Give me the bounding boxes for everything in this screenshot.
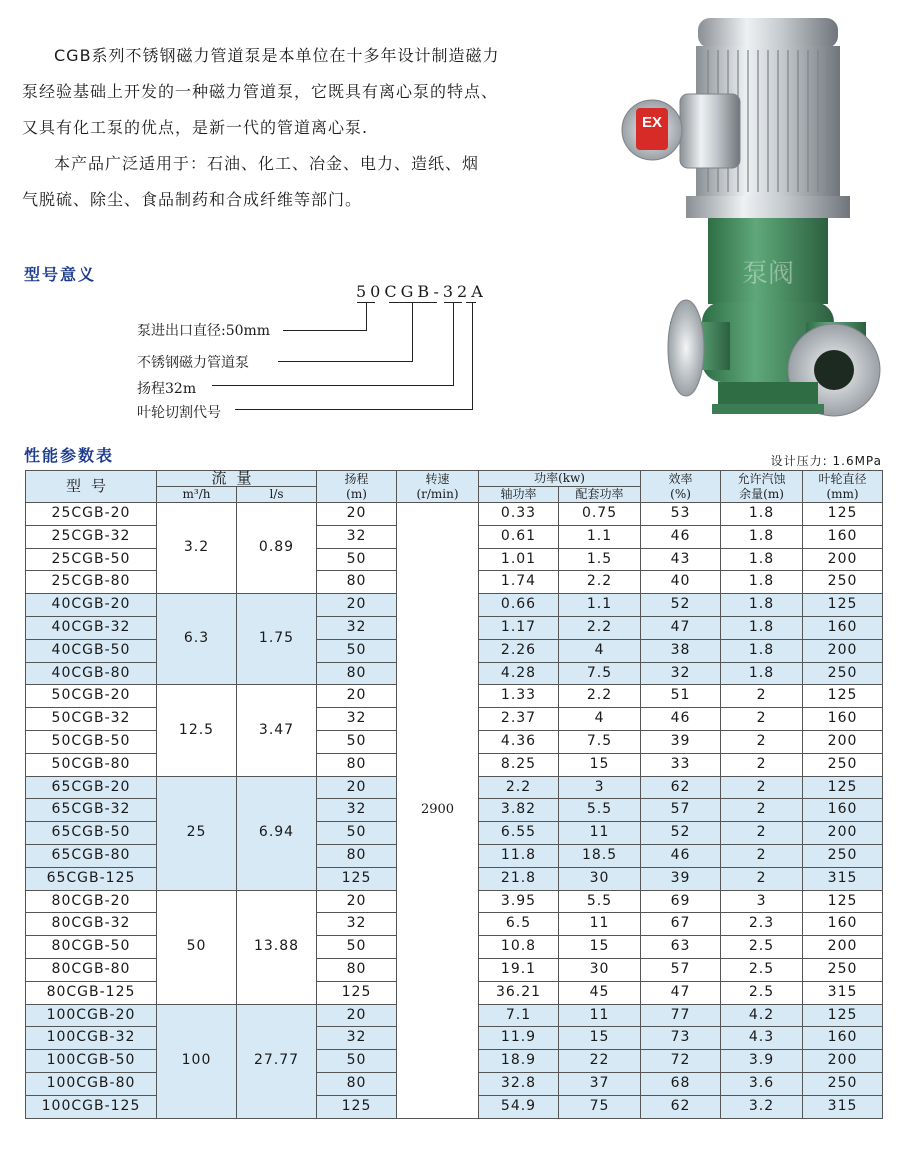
label-impeller-code: 叶轮切割代号 xyxy=(137,405,221,421)
cell-shaft-power: 7.1 xyxy=(479,1004,559,1027)
cell-model: 50CGB-32 xyxy=(26,708,157,731)
cell-efficiency: 46 xyxy=(641,844,721,867)
cell-npsh: 1.8 xyxy=(721,571,803,594)
intro-line: 本产品广泛适用于：石油、化工、冶金、电力、造纸、烟 xyxy=(54,154,480,173)
intro-text xyxy=(22,38,582,218)
model-meaning-title: 型号意义 xyxy=(24,265,97,284)
cell-motor-power: 5.5 xyxy=(559,890,641,913)
header-shaft-power: 轴功率 xyxy=(479,487,559,503)
cell-efficiency: 69 xyxy=(641,890,721,913)
cell-efficiency: 73 xyxy=(641,1027,721,1050)
cell-model: 40CGB-80 xyxy=(26,662,157,685)
cell-npsh: 2 xyxy=(721,753,803,776)
cell-npsh: 2.5 xyxy=(721,936,803,959)
cell-flow-m3h: 6.3 xyxy=(157,594,237,685)
header-speed: 转速 (r/min) xyxy=(397,471,479,503)
cell-head: 50 xyxy=(317,730,397,753)
cell-npsh: 2 xyxy=(721,708,803,731)
cell-motor-power: 7.5 xyxy=(559,662,641,685)
cell-flow-ls: 1.75 xyxy=(237,594,317,685)
intro-line: 又具有化工泵的优点，是新一代的管道离心泵. xyxy=(22,118,369,137)
cell-efficiency: 52 xyxy=(641,594,721,617)
cell-head: 20 xyxy=(317,1004,397,1027)
cell-model: 25CGB-32 xyxy=(26,525,157,548)
cell-npsh: 2 xyxy=(721,844,803,867)
cell-shaft-power: 0.61 xyxy=(479,525,559,548)
cell-head: 20 xyxy=(317,503,397,526)
cell-shaft-power: 11.8 xyxy=(479,844,559,867)
cell-efficiency: 51 xyxy=(641,685,721,708)
cell-head: 80 xyxy=(317,1072,397,1095)
cell-motor-power: 1.5 xyxy=(559,548,641,571)
cell-npsh: 2.5 xyxy=(721,981,803,1004)
cell-head: 50 xyxy=(317,639,397,662)
cell-head: 20 xyxy=(317,685,397,708)
cell-flow-m3h: 3.2 xyxy=(157,503,237,594)
cell-motor-power: 0.75 xyxy=(559,503,641,526)
cell-efficiency: 57 xyxy=(641,958,721,981)
header-impeller: 叶轮直径 (mm) xyxy=(803,471,883,503)
header-efficiency: 效率 (%) xyxy=(641,471,721,503)
header-motor-power: 配套功率 xyxy=(559,487,641,503)
label-pump-type: 不锈钢磁力管道泵 xyxy=(137,355,249,371)
cell-motor-power: 30 xyxy=(559,958,641,981)
cell-head: 80 xyxy=(317,571,397,594)
cell-head: 80 xyxy=(317,844,397,867)
cell-head: 20 xyxy=(317,776,397,799)
cell-npsh: 1.8 xyxy=(721,525,803,548)
cell-head: 32 xyxy=(317,525,397,548)
cell-flow-ls: 3.47 xyxy=(237,685,317,776)
cell-motor-power: 45 xyxy=(559,981,641,1004)
cell-impeller-dia: 200 xyxy=(803,936,883,959)
cell-shaft-power: 2.37 xyxy=(479,708,559,731)
cell-model: 65CGB-125 xyxy=(26,867,157,890)
cell-model: 65CGB-80 xyxy=(26,844,157,867)
cell-motor-power: 18.5 xyxy=(559,844,641,867)
perf-table-title: 性能参数表 xyxy=(24,446,115,465)
cell-head: 20 xyxy=(317,594,397,617)
cell-npsh: 1.8 xyxy=(721,639,803,662)
cell-impeller-dia: 315 xyxy=(803,867,883,890)
cell-head: 125 xyxy=(317,1095,397,1118)
cell-shaft-power: 21.8 xyxy=(479,867,559,890)
cell-model: 80CGB-50 xyxy=(26,936,157,959)
cell-shaft-power: 8.25 xyxy=(479,753,559,776)
cell-shaft-power: 36.21 xyxy=(479,981,559,1004)
cell-impeller-dia: 250 xyxy=(803,662,883,685)
cell-head: 125 xyxy=(317,981,397,1004)
cell-head: 80 xyxy=(317,662,397,685)
cell-shaft-power: 3.95 xyxy=(479,890,559,913)
intro-line: CGB系列不锈钢磁力管道泵是本单位在十多年设计制造磁力 xyxy=(54,46,500,65)
performance-table xyxy=(25,470,883,1119)
cell-head: 32 xyxy=(317,799,397,822)
cell-shaft-power: 4.36 xyxy=(479,730,559,753)
cell-shaft-power: 3.82 xyxy=(479,799,559,822)
cell-npsh: 1.8 xyxy=(721,503,803,526)
cell-npsh: 4.3 xyxy=(721,1027,803,1050)
cell-impeller-dia: 125 xyxy=(803,685,883,708)
cell-impeller-dia: 250 xyxy=(803,958,883,981)
cell-head: 50 xyxy=(317,822,397,845)
header-model: 型号 xyxy=(26,471,157,503)
cell-motor-power: 75 xyxy=(559,1095,641,1118)
cell-impeller-dia: 125 xyxy=(803,776,883,799)
cell-efficiency: 33 xyxy=(641,753,721,776)
cell-motor-power: 15 xyxy=(559,753,641,776)
cell-model: 80CGB-32 xyxy=(26,913,157,936)
cell-motor-power: 15 xyxy=(559,936,641,959)
cell-impeller-dia: 315 xyxy=(803,1095,883,1118)
cell-impeller-dia: 160 xyxy=(803,708,883,731)
cell-shaft-power: 0.33 xyxy=(479,503,559,526)
cell-head: 32 xyxy=(317,913,397,936)
cell-npsh: 1.8 xyxy=(721,616,803,639)
header-flow-ls: l/s xyxy=(237,487,317,503)
cell-head: 50 xyxy=(317,548,397,571)
label-head: 扬程32m xyxy=(137,381,197,397)
cell-shaft-power: 0.66 xyxy=(479,594,559,617)
cell-model: 50CGB-50 xyxy=(26,730,157,753)
cell-npsh: 2 xyxy=(721,867,803,890)
cell-motor-power: 11 xyxy=(559,1004,641,1027)
cell-flow-ls: 13.88 xyxy=(237,890,317,1004)
cell-impeller-dia: 200 xyxy=(803,548,883,571)
design-pressure: 设计压力: 1.6MPa xyxy=(770,454,882,468)
cell-impeller-dia: 160 xyxy=(803,1027,883,1050)
cell-model: 50CGB-20 xyxy=(26,685,157,708)
cell-impeller-dia: 200 xyxy=(803,639,883,662)
cell-motor-power: 4 xyxy=(559,639,641,662)
cell-head: 80 xyxy=(317,753,397,776)
cell-impeller-dia: 125 xyxy=(803,594,883,617)
cell-shaft-power: 1.01 xyxy=(479,548,559,571)
cell-motor-power: 30 xyxy=(559,867,641,890)
cell-impeller-dia: 160 xyxy=(803,913,883,936)
cell-efficiency: 38 xyxy=(641,639,721,662)
cell-npsh: 2.5 xyxy=(721,958,803,981)
label-diameter: 泵进出口直径:50mm xyxy=(137,323,271,339)
cell-model: 100CGB-50 xyxy=(26,1050,157,1073)
performance-table-body xyxy=(26,503,883,1119)
cell-shaft-power: 6.5 xyxy=(479,913,559,936)
cell-efficiency: 57 xyxy=(641,799,721,822)
cell-flow-ls: 27.77 xyxy=(237,1004,317,1118)
cell-impeller-dia: 250 xyxy=(803,844,883,867)
cell-efficiency: 77 xyxy=(641,1004,721,1027)
cell-impeller-dia: 250 xyxy=(803,571,883,594)
cell-efficiency: 46 xyxy=(641,708,721,731)
cell-npsh: 3.9 xyxy=(721,1050,803,1073)
cell-head: 80 xyxy=(317,958,397,981)
cell-model: 100CGB-80 xyxy=(26,1072,157,1095)
cell-impeller-dia: 250 xyxy=(803,753,883,776)
cell-model: 100CGB-125 xyxy=(26,1095,157,1118)
cell-shaft-power: 1.17 xyxy=(479,616,559,639)
cell-shaft-power: 2.26 xyxy=(479,639,559,662)
cell-motor-power: 5.5 xyxy=(559,799,641,822)
pump-illustration xyxy=(616,10,896,430)
cell-motor-power: 7.5 xyxy=(559,730,641,753)
cell-model: 80CGB-20 xyxy=(26,890,157,913)
cell-efficiency: 47 xyxy=(641,981,721,1004)
cell-npsh: 2 xyxy=(721,730,803,753)
cell-efficiency: 32 xyxy=(641,662,721,685)
cell-model: 65CGB-20 xyxy=(26,776,157,799)
cell-npsh: 3.6 xyxy=(721,1072,803,1095)
cell-speed: 2900 xyxy=(397,503,479,1119)
cell-npsh: 1.8 xyxy=(721,662,803,685)
intro-line: 气脱硫、除尘、食品制药和合成纤维等部门。 xyxy=(22,190,363,209)
cell-motor-power: 4 xyxy=(559,708,641,731)
cell-model: 65CGB-50 xyxy=(26,822,157,845)
cell-efficiency: 62 xyxy=(641,1095,721,1118)
cell-motor-power: 2.2 xyxy=(559,685,641,708)
cell-model: 25CGB-50 xyxy=(26,548,157,571)
cell-head: 32 xyxy=(317,616,397,639)
cell-efficiency: 53 xyxy=(641,503,721,526)
cell-head: 32 xyxy=(317,708,397,731)
cell-npsh: 3.2 xyxy=(721,1095,803,1118)
cell-npsh: 2 xyxy=(721,799,803,822)
cell-head: 32 xyxy=(317,1027,397,1050)
cell-efficiency: 39 xyxy=(641,867,721,890)
ex-badge: EX xyxy=(641,114,663,131)
cell-impeller-dia: 125 xyxy=(803,1004,883,1027)
cell-npsh: 1.8 xyxy=(721,548,803,571)
cell-model: 65CGB-32 xyxy=(26,799,157,822)
cell-head: 50 xyxy=(317,936,397,959)
cell-head: 50 xyxy=(317,1050,397,1073)
header-flow: 流量 xyxy=(157,471,317,487)
cell-shaft-power: 6.55 xyxy=(479,822,559,845)
header-npsh: 允许汽蚀 余量(m) xyxy=(721,471,803,503)
cell-shaft-power: 10.8 xyxy=(479,936,559,959)
cell-npsh: 3 xyxy=(721,890,803,913)
cell-impeller-dia: 250 xyxy=(803,1072,883,1095)
cell-flow-ls: 0.89 xyxy=(237,503,317,594)
table-row xyxy=(26,503,883,526)
cell-shaft-power: 2.2 xyxy=(479,776,559,799)
cell-shaft-power: 19.1 xyxy=(479,958,559,981)
cell-efficiency: 43 xyxy=(641,548,721,571)
cell-impeller-dia: 200 xyxy=(803,730,883,753)
cell-motor-power: 1.1 xyxy=(559,525,641,548)
cell-efficiency: 63 xyxy=(641,936,721,959)
cell-impeller-dia: 200 xyxy=(803,1050,883,1073)
cell-model: 100CGB-32 xyxy=(26,1027,157,1050)
cell-model: 80CGB-125 xyxy=(26,981,157,1004)
cell-motor-power: 37 xyxy=(559,1072,641,1095)
cell-model: 80CGB-80 xyxy=(26,958,157,981)
cell-efficiency: 67 xyxy=(641,913,721,936)
cell-impeller-dia: 315 xyxy=(803,981,883,1004)
cell-npsh: 1.8 xyxy=(721,594,803,617)
header-head: 扬程 (m) xyxy=(317,471,397,503)
cell-model: 25CGB-20 xyxy=(26,503,157,526)
cell-model: 40CGB-20 xyxy=(26,594,157,617)
cell-flow-ls: 6.94 xyxy=(237,776,317,890)
cell-shaft-power: 18.9 xyxy=(479,1050,559,1073)
cell-shaft-power: 32.8 xyxy=(479,1072,559,1095)
model-meaning-diagram xyxy=(0,280,560,430)
cell-efficiency: 72 xyxy=(641,1050,721,1073)
cell-npsh: 2.3 xyxy=(721,913,803,936)
cell-motor-power: 1.1 xyxy=(559,594,641,617)
cell-shaft-power: 54.9 xyxy=(479,1095,559,1118)
cell-impeller-dia: 160 xyxy=(803,799,883,822)
cell-model: 50CGB-80 xyxy=(26,753,157,776)
cell-flow-m3h: 100 xyxy=(157,1004,237,1118)
cell-impeller-dia: 160 xyxy=(803,616,883,639)
header-power: 功率(kw) xyxy=(479,471,641,487)
cell-efficiency: 68 xyxy=(641,1072,721,1095)
watermark-text: 泵阀 xyxy=(741,259,795,289)
cell-motor-power: 3 xyxy=(559,776,641,799)
cell-head: 125 xyxy=(317,867,397,890)
cell-head: 20 xyxy=(317,890,397,913)
cell-flow-m3h: 50 xyxy=(157,890,237,1004)
cell-shaft-power: 1.33 xyxy=(479,685,559,708)
cell-efficiency: 40 xyxy=(641,571,721,594)
cell-efficiency: 52 xyxy=(641,822,721,845)
cell-shaft-power: 11.9 xyxy=(479,1027,559,1050)
cell-model: 25CGB-80 xyxy=(26,571,157,594)
cell-efficiency: 62 xyxy=(641,776,721,799)
cell-model: 100CGB-20 xyxy=(26,1004,157,1027)
cell-motor-power: 2.2 xyxy=(559,571,641,594)
cell-impeller-dia: 200 xyxy=(803,822,883,845)
cell-npsh: 2 xyxy=(721,822,803,845)
cell-motor-power: 2.2 xyxy=(559,616,641,639)
intro-line: 泵经验基础上开发的一种磁力管道泵，它既具有离心泵的特点、 xyxy=(22,82,499,101)
cell-motor-power: 22 xyxy=(559,1050,641,1073)
cell-impeller-dia: 160 xyxy=(803,525,883,548)
cell-npsh: 2 xyxy=(721,776,803,799)
cell-efficiency: 47 xyxy=(641,616,721,639)
header-flow-m3h: m³/h xyxy=(157,487,237,503)
cell-efficiency: 46 xyxy=(641,525,721,548)
cell-npsh: 2 xyxy=(721,685,803,708)
cell-shaft-power: 1.74 xyxy=(479,571,559,594)
cell-shaft-power: 4.28 xyxy=(479,662,559,685)
cell-npsh: 4.2 xyxy=(721,1004,803,1027)
cell-model: 40CGB-50 xyxy=(26,639,157,662)
model-code: 50CGB-32A xyxy=(356,282,487,301)
cell-flow-m3h: 25 xyxy=(157,776,237,890)
cell-efficiency: 39 xyxy=(641,730,721,753)
cell-impeller-dia: 125 xyxy=(803,890,883,913)
cell-flow-m3h: 12.5 xyxy=(157,685,237,776)
cell-motor-power: 11 xyxy=(559,913,641,936)
cell-motor-power: 11 xyxy=(559,822,641,845)
cell-motor-power: 15 xyxy=(559,1027,641,1050)
cell-impeller-dia: 125 xyxy=(803,503,883,526)
cell-model: 40CGB-32 xyxy=(26,616,157,639)
